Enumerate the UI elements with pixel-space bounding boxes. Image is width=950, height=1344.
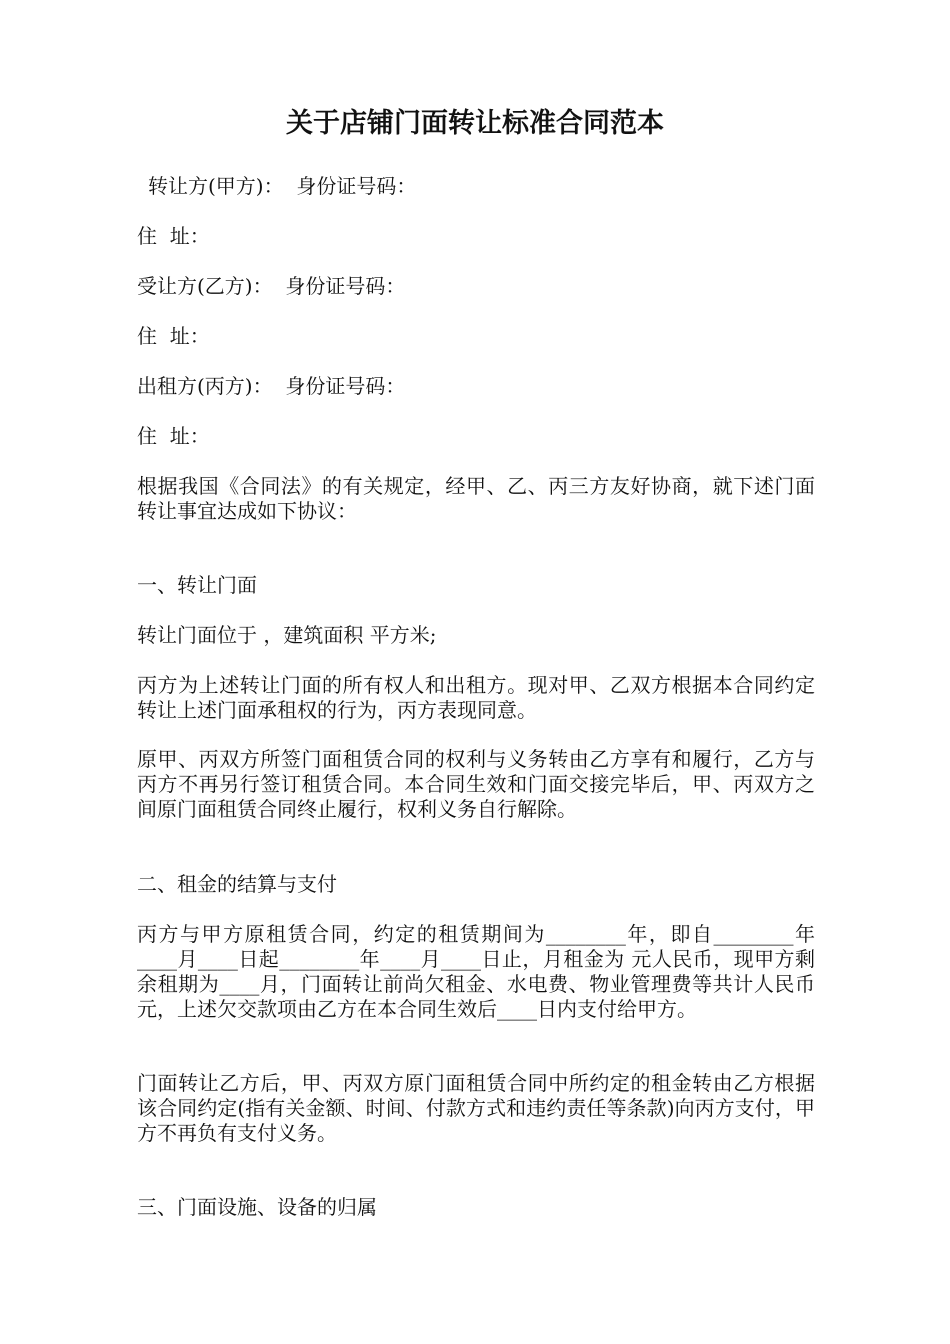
party-b-line: 受让方(乙方)： 身份证号码：	[137, 274, 406, 298]
section-2-para-2: 门面转让乙方后，甲、丙双方原门面租赁合同中所约定的租金转由乙方根据该合同约定(指有关金额、时间、付款方式和违约责任等条款)向丙方支付，甲方不再负有支付义务。	[137, 1071, 815, 1145]
party-b-address: 住 址：	[137, 324, 210, 348]
section-3-heading: 三、门面设施、设备的归属	[137, 1195, 377, 1219]
section-1-para-1: 转让门面位于 ，建筑面积 平方米;	[137, 623, 437, 647]
intro-paragraph: 根据我国《合同法》的有关规定，经甲、乙、丙三方友好协商，就下述门面转让事宜达成如下协议：	[137, 474, 815, 523]
section-2-heading: 二、租金的结算与支付	[137, 872, 337, 896]
section-1-para-2: 丙方为上述转让门面的所有权人和出租方。现对甲、乙双方根据本合同约定转让上述门面承租权的行为，丙方表现同意。	[137, 673, 815, 722]
party-a-address: 住 址：	[137, 224, 210, 248]
document-title: 关于店铺门面转让标准合同范本	[286, 108, 664, 139]
party-a-line: 转让方(甲方)： 身份证号码：	[148, 174, 417, 198]
party-c-address: 住 址：	[137, 424, 210, 448]
section-1-heading: 一、转让门面	[137, 573, 257, 597]
party-c-line: 出租方(丙方)： 身份证号码：	[137, 374, 406, 398]
section-2-para-1: 丙方与甲方原租赁合同，约定的租赁期间为________年，即自________年____月____日起________年____月____日止，月租金为 元人民币，现甲方剩余租期为____月，门面转让前尚欠租金、水电费、物业管理费等共计人民币 元，上述欠交款项由乙方在本合同生效后____日内支付给甲方。	[137, 922, 815, 1021]
section-1-para-3: 原甲、丙双方所签门面租赁合同的权利与义务转由乙方享有和履行，乙方与丙方不再另行签订租赁合同。本合同生效和门面交接完毕后，甲、丙双方之间原门面租赁合同终止履行，权利义务自行解除。	[137, 747, 815, 821]
